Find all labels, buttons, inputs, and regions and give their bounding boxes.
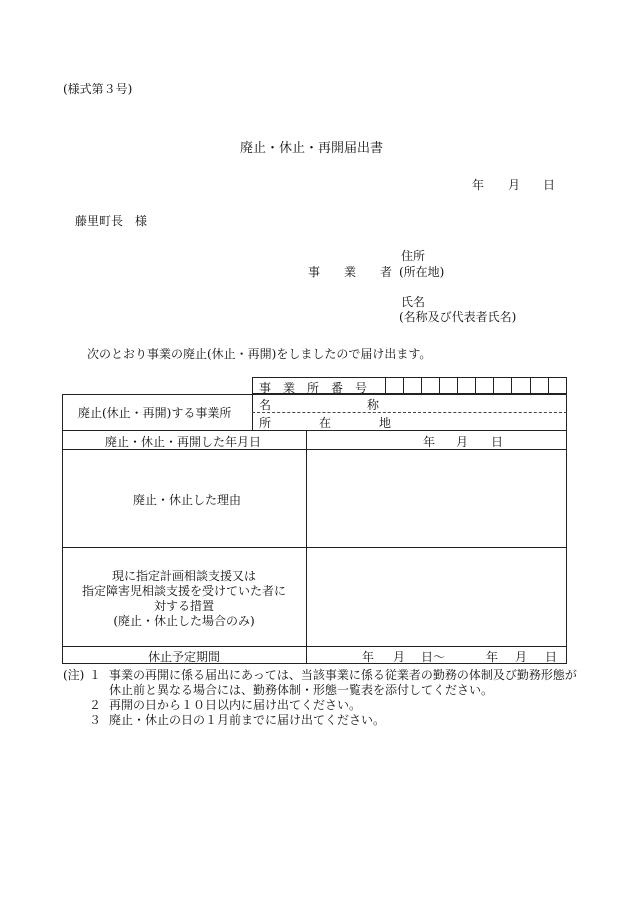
date-row-year: 年 [423,435,436,449]
addressee: 藤里町長 様 [75,214,148,228]
notes-prefix: (注) [63,668,85,682]
digit-box[interactable] [385,377,403,394]
reason-label: 廃止・休止した理由 [133,493,242,507]
digit-box[interactable] [439,377,457,394]
date-row-day: 日 [491,435,504,449]
date-row-label: 廃止・休止・再開した年月日 [105,435,262,449]
measures-label-line1: 現に指定計画相談支援又は [111,569,257,583]
note-number: １ [89,668,102,682]
digit-box[interactable] [511,377,530,394]
digit-box[interactable] [421,377,439,394]
digit-box[interactable] [548,377,567,394]
measures-label-line3: 対する措置 [153,599,215,613]
address-sub-label: (所在地) [399,265,445,279]
note-number: ２ [89,698,102,712]
period-day1: 日〜 [421,650,446,664]
date-day-label: 日 [543,178,556,192]
applicant-label: 事 業 者 [308,265,393,279]
digit-box[interactable] [457,377,475,394]
measures-label-line2: 指定障害児相談支援を受けていた者に [81,584,287,598]
digit-box[interactable] [530,377,548,394]
address-label: 住所 [401,249,426,263]
digit-box[interactable] [493,377,511,394]
name-sub-label: (名称及び代表者氏名) [399,310,517,324]
date-month-label: 月 [508,178,521,192]
note-text: 廃止・休止の日の１月前までに届け出てください。 [109,713,386,727]
note-number: ３ [89,713,102,727]
date-year-label: 年 [472,178,485,192]
measures-label-line4: (廃止・休止した場合のみ) [113,614,255,628]
office-section-label: 廃止(休止・再開)する事業所 [78,406,232,420]
period-month1: 月 [393,650,406,664]
period-day2: 日 [545,650,558,664]
period-label: 休止予定期間 [148,650,221,664]
office-number-label: 事 業 所 番 号 [259,381,368,395]
form-title: 廃止・休止・再開届出書 [240,141,384,156]
period-year2: 年 [486,650,499,664]
note-text: 休止前と異なる場合には、勤務体制・形態一覧表を添付してください。 [109,683,494,697]
name-label: 氏名 [401,295,426,309]
form-number: (様式第３号) [63,82,133,96]
office-location-label: 所 在 地 [259,416,392,430]
digit-box[interactable] [475,377,493,394]
period-year1: 年 [362,650,375,664]
intro-text: 次のとおり事業の廃止(休止・再開)をしましたので届け出ます。 [87,347,432,361]
digit-box[interactable] [403,377,421,394]
note-text: 事業の再開に係る届出にあっては、当該事業に係る従業者の勤務の体制及び勤務形態が [109,668,577,682]
date-row-month: 月 [456,435,469,449]
period-month2: 月 [515,650,528,664]
note-text: 再開の日から１０日以内に届け出てください。 [109,698,362,712]
office-name-label: 名 称 [259,398,380,412]
